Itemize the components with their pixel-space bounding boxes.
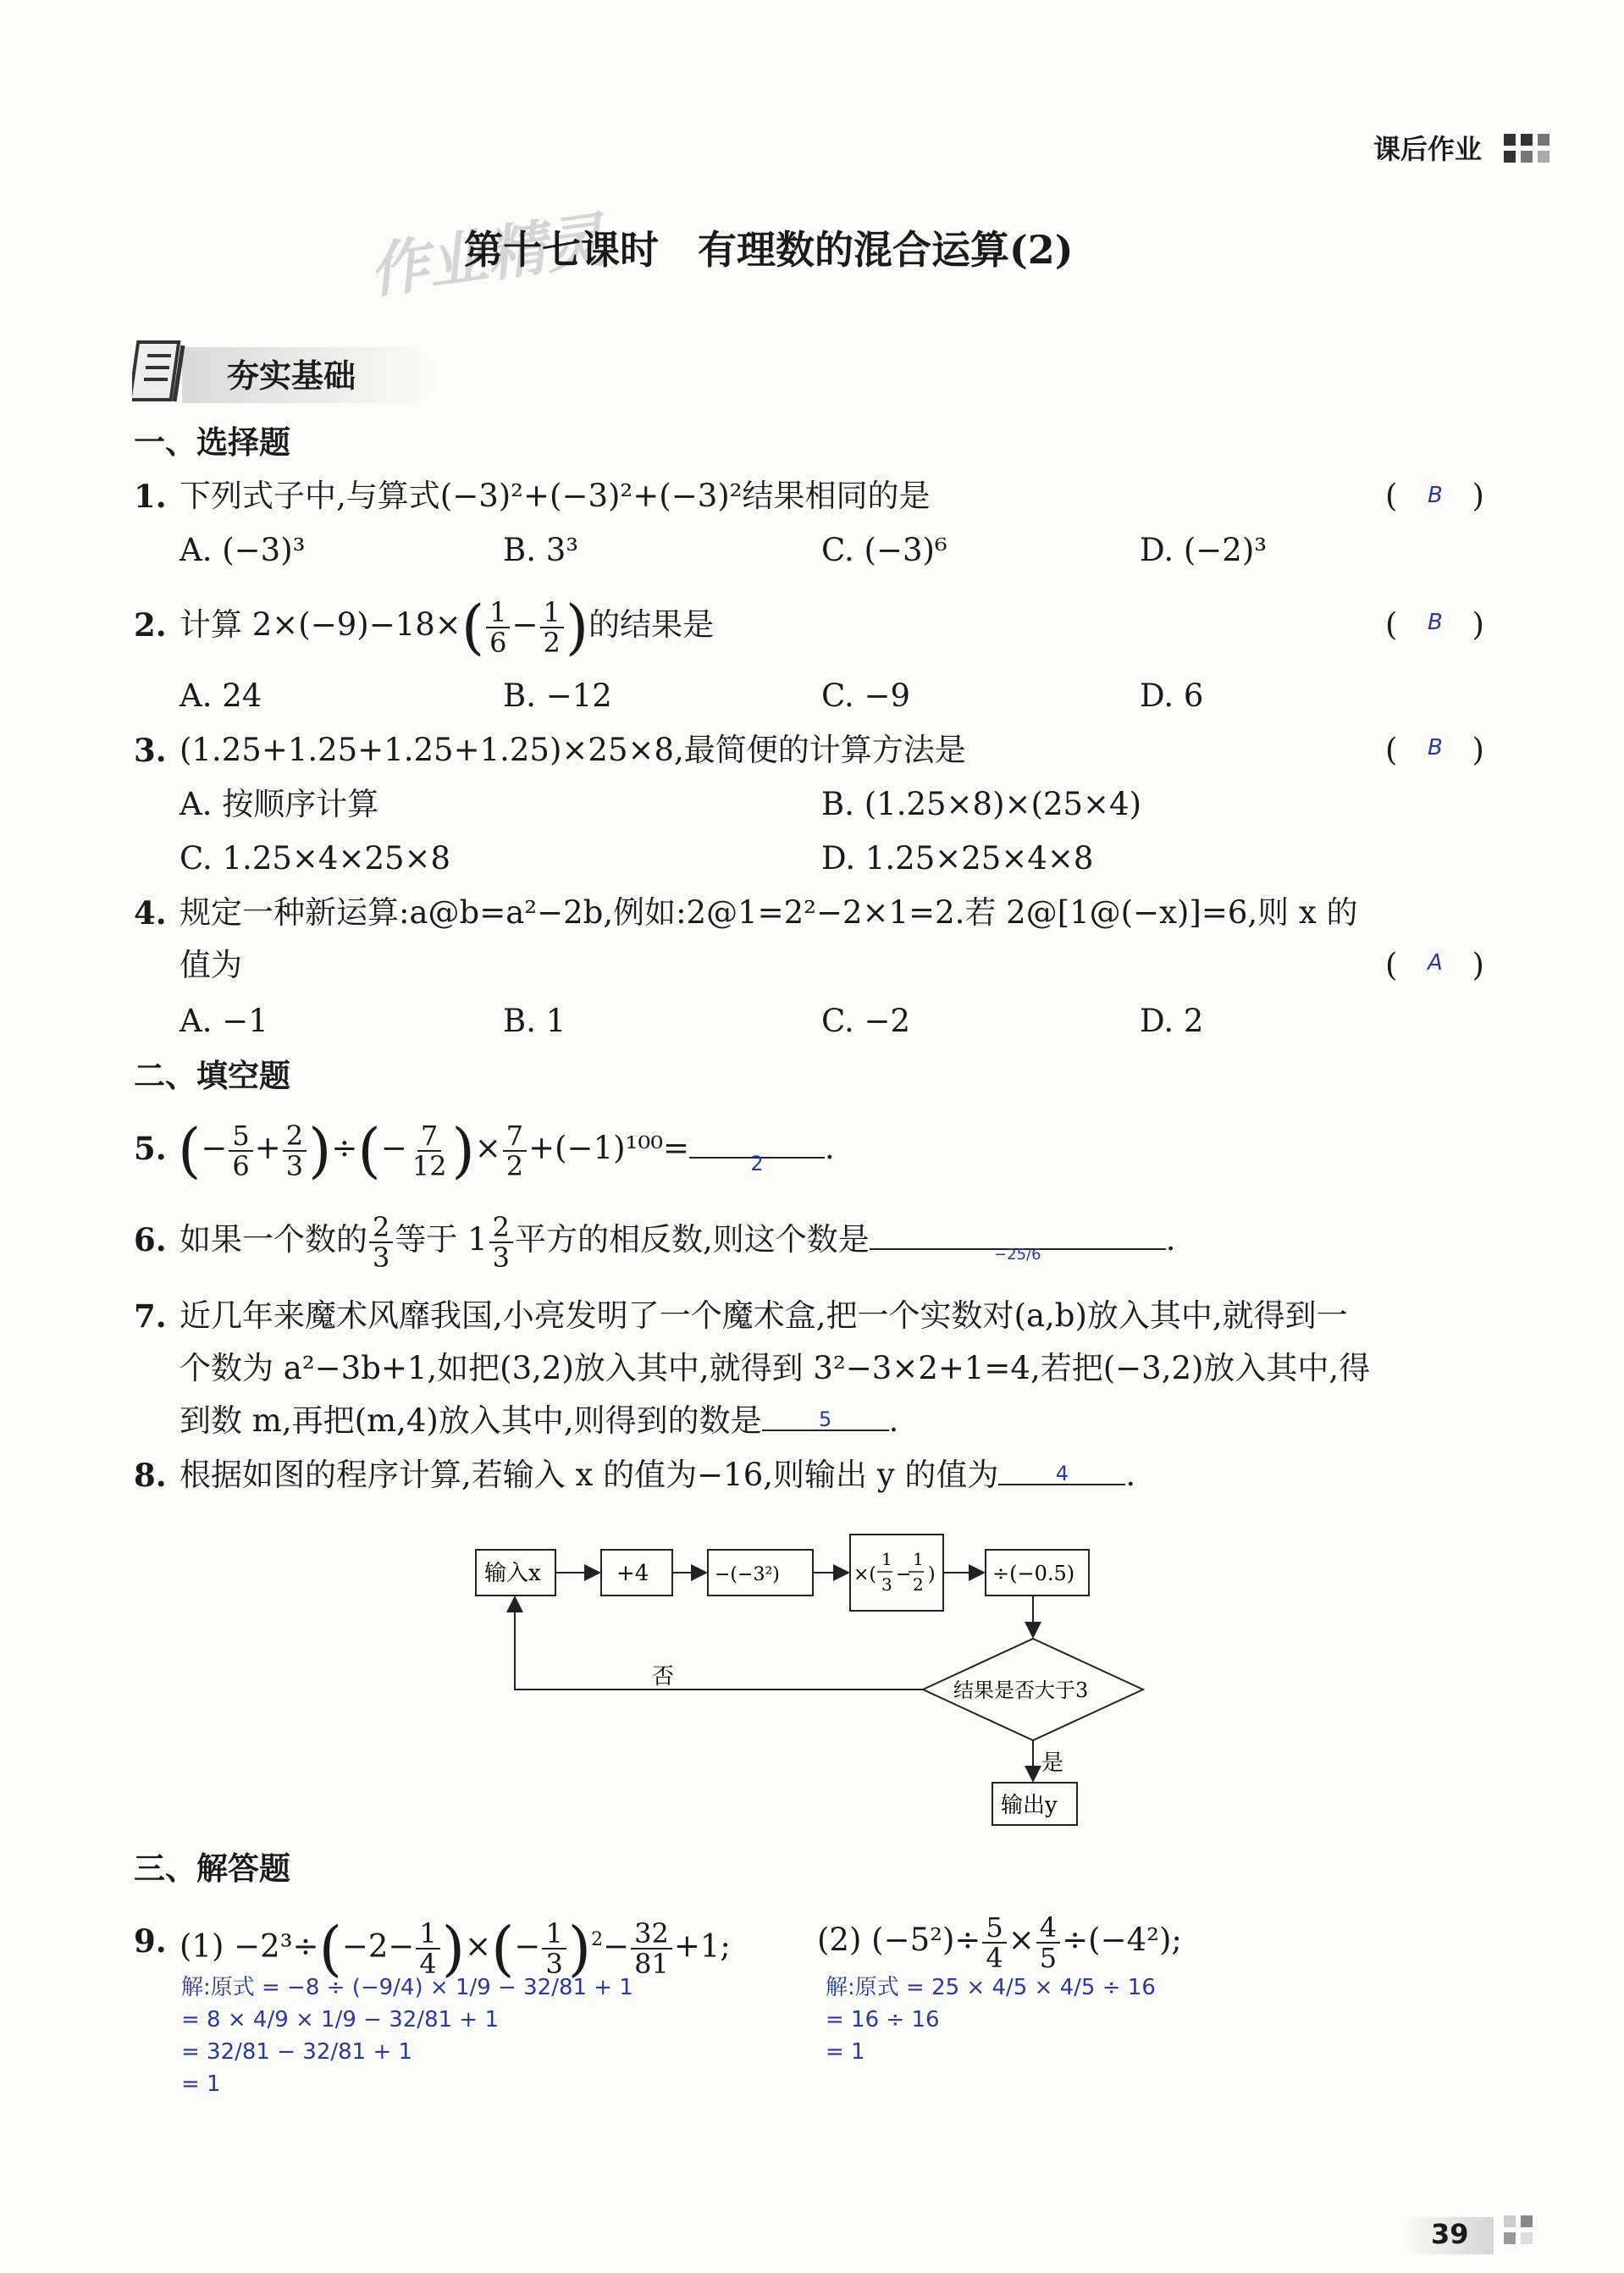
q3-text: (1.25+1.25+1.25+1.25)×25×8,最简便的计算方法是 xyxy=(180,732,966,768)
page-title: 第十七课时 有理数的混合运算(2) xyxy=(464,227,1074,273)
q3-option-c: C. 1.25×4×25×8 xyxy=(180,840,451,877)
q4-option-a: A. −1 xyxy=(180,1003,268,1039)
q2-pre: 计算 2×(−9)−18× xyxy=(180,606,461,643)
q7-line2: 个数为 a²−3b+1,如把(3,2)放入其中,就得到 3²−3×2+1=4,若把(−3,2)放入其中,得 xyxy=(180,1350,1371,1386)
q4-number: 4. xyxy=(134,894,167,932)
q1-number: 1. xyxy=(134,478,167,515)
q7-line1: 近几年来魔术风靡我国,小亮发明了一个魔术盒,把一个实数对(a,b)放入其中,就得到一 xyxy=(180,1297,1348,1334)
q2-option-a: A. 24 xyxy=(180,677,262,714)
svg-text:1: 1 xyxy=(913,1549,924,1569)
q5-number: 5. xyxy=(134,1130,167,1167)
header-squares-icon xyxy=(1504,134,1553,164)
svg-text:3: 3 xyxy=(881,1574,892,1595)
q4-text: 规定一种新运算:a@b=a²−2b,例如:2@1=2²−2×1=2.若 2@[1@(−x)]=6,则 x 的 xyxy=(180,894,1358,931)
part1-heading: 一、选择题 xyxy=(134,423,290,461)
q3-number: 3. xyxy=(134,732,167,769)
q9-sol2-line3: = 1 xyxy=(826,2039,865,2065)
q4-answer: A xyxy=(1428,950,1443,976)
section-label: 夯实基础 xyxy=(227,357,356,395)
flow-decision-label: 结果是否大于3 xyxy=(953,1678,1089,1702)
q9-number: 9. xyxy=(134,1922,167,1960)
q6-expression: 如果一个数的 $\frac{2}{3}$ 等于 1 $\frac{2}{3}$ 平方的相反数,则这个数是 −25/6 . xyxy=(180,1210,1176,1274)
flow-yes-label: 是 xyxy=(1041,1750,1064,1776)
flow-step3-open: ×( xyxy=(853,1564,877,1585)
svg-text:): ) xyxy=(928,1564,936,1585)
q9-sol2-line2: = 16 ÷ 16 xyxy=(826,2007,940,2032)
q4-option-d: D. 2 xyxy=(1140,1003,1204,1039)
q2-number: 2. xyxy=(134,606,167,644)
q7-blank[interactable]: 5 xyxy=(762,1401,889,1431)
q1-option-a: A. (−3)³ xyxy=(180,532,306,568)
flow-step2-label: −(−3²) xyxy=(715,1564,780,1585)
q5-blank[interactable]: 2 xyxy=(689,1128,825,1159)
q4-text2: 值为 xyxy=(180,947,242,983)
q9-part1: (1) −2³÷(−2− $\frac{1}{4}$ )×(− $\frac{1}{3}$ )$^2$− $\frac{32}{81}$ +1; xyxy=(180,1913,731,1983)
q9-sol1-line3: = 32/81 − 32/81 + 1 xyxy=(181,2039,413,2065)
q5-expression: (− $\frac{5}{6}$ + $\frac{2}{3}$ )÷(− $\frac{7}{12}$ )× $\frac{7}{2}$ +(−1)¹⁰⁰= 2 . xyxy=(178,1115,835,1186)
q2-post: 的结果是 xyxy=(588,606,715,643)
footer-squares-icon xyxy=(1504,2215,1553,2254)
flow-step1-label: +4 xyxy=(616,1561,649,1586)
q4-option-b: B. 1 xyxy=(503,1003,566,1039)
q2-frac2: $\frac{1}{2}$ xyxy=(540,598,564,657)
q1-text: 下列式子中,与算式(−3)²+(−3)²+(−3)²结果相同的是 xyxy=(180,478,931,514)
q6-blank[interactable]: −25/6 xyxy=(870,1219,1166,1250)
q2-option-c: C. −9 xyxy=(821,677,911,714)
q3-answer-paren: ( ) xyxy=(1385,732,1484,768)
svg-text:1: 1 xyxy=(881,1549,892,1569)
q9-part2: (2) (−5²)÷ $\frac{5}{4}$ × $\frac{4}{5}$ ÷(−4²); xyxy=(817,1911,1182,1974)
q3-option-a: A. 按顺序计算 xyxy=(180,786,379,822)
flow-step4-label: ÷(−0.5) xyxy=(992,1562,1075,1585)
q9-sol1-line4: = 1 xyxy=(181,2071,221,2097)
q1-option-b: B. 3³ xyxy=(503,532,579,568)
flow-output-label: 输出y xyxy=(1001,1793,1058,1818)
q2-answer: B xyxy=(1428,610,1443,635)
part2-heading: 二、填空题 xyxy=(134,1057,290,1094)
q8-number: 8. xyxy=(134,1457,167,1494)
q1-option-c: C. (−3)⁶ xyxy=(821,532,947,568)
q2-expression: 计算 2×(−9)−18×( $\frac{1}{6}$ − $\frac{1}{2}$ )的结果是 xyxy=(180,592,715,662)
q1-option-d: D. (−2)³ xyxy=(1140,532,1268,568)
q2-option-d: D. 6 xyxy=(1140,677,1204,714)
q9-sol2-line1: 解:原式 = 25 × 4/5 × 4/5 ÷ 16 xyxy=(826,1975,1156,2000)
flowchart xyxy=(457,1524,1152,1846)
flow-no-label: 否 xyxy=(652,1664,675,1690)
watermark: 作业精灵 xyxy=(364,203,610,307)
svg-text:2: 2 xyxy=(913,1574,924,1595)
q8-text: 根据如图的程序计算,若输入 x 的值为−16,则输出 y 的值为 4 . xyxy=(180,1457,1136,1493)
q4-answer-paren: ( ) xyxy=(1385,947,1484,983)
q1-answer: B xyxy=(1428,483,1443,508)
q8-blank[interactable]: 4 xyxy=(998,1455,1125,1485)
q6-number: 6. xyxy=(134,1221,167,1258)
q9-sol1-line1: 解:原式 = −8 ÷ (−9/4) × 1/9 − 32/81 + 1 xyxy=(181,1975,633,2000)
flow-input-label: 输入x xyxy=(484,1561,541,1586)
q3-option-d: D. 1.25×25×4×8 xyxy=(821,840,1094,877)
q3-option-b: B. (1.25×8)×(25×4) xyxy=(821,786,1142,822)
q7-line3: 到数 m,再把(m,4)放入其中,则得到的数是 5 . xyxy=(180,1402,899,1439)
q3-answer: B xyxy=(1428,735,1443,760)
q2-frac1: $\frac{1}{6}$ xyxy=(486,598,510,657)
part3-heading: 三、解答题 xyxy=(134,1850,290,1887)
q7-number: 7. xyxy=(134,1297,167,1335)
svg-text:−: − xyxy=(896,1564,912,1585)
q2-option-b: B. −12 xyxy=(503,677,612,714)
q1-answer-paren: ( ) xyxy=(1385,478,1484,514)
notebook-icon xyxy=(132,337,198,406)
header-label: 课后作业 xyxy=(1373,133,1483,165)
page-number: 39 xyxy=(1431,2218,1469,2250)
q9-sol1-line2: = 8 × 4/9 × 1/9 − 32/81 + 1 xyxy=(181,2007,500,2032)
q4-option-c: C. −2 xyxy=(821,1003,911,1039)
q2-answer-paren: ( ) xyxy=(1385,606,1484,643)
